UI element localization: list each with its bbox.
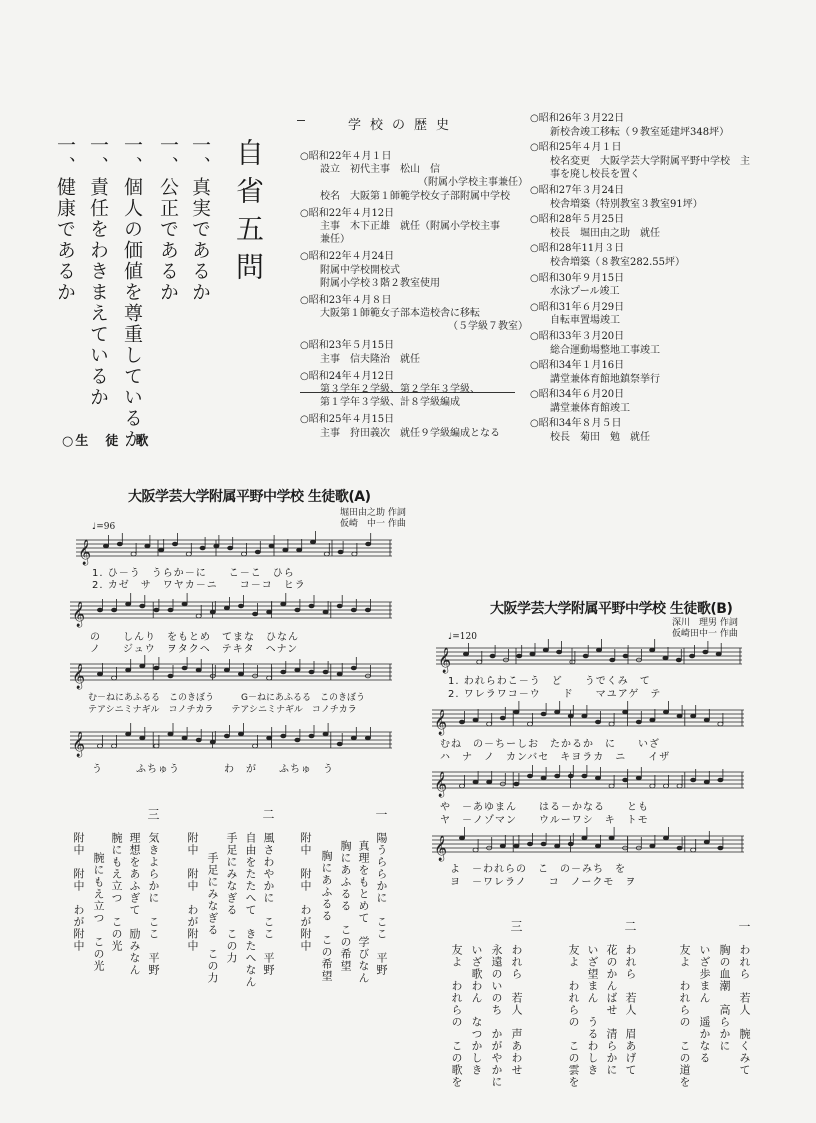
verse-line: 胸の血潮 高らかに [718,944,731,1052]
song-a-credit-lyrics: 堀田由之助 作詞 [340,508,406,518]
note-head [609,722,614,726]
note-head [210,740,215,744]
note-head [210,610,215,614]
note-head [323,670,328,674]
history-entry: ○昭和30年９月15日 水泳プール竣工 [530,272,625,298]
note-head [541,776,546,780]
note-head [168,608,173,612]
verse-line: いざ歌わん なつかしき [470,944,483,1076]
verse-line: いざ歩まん 遥かなる [698,944,711,1064]
note-head [473,780,478,784]
note-head [650,784,655,788]
history-entry: ○昭和34年６月20日 講堂兼体育館竣工 [530,389,630,414]
note-head [182,666,187,670]
note-head [718,778,723,782]
note-head [557,650,562,654]
lyric-line: ハ ナ ノ カンバセ キヨラカ ニ イザ [440,752,671,763]
note-head [463,652,468,656]
note-head [224,606,229,610]
song-b-credit-music: 仮崎田中一 作曲 [672,629,738,639]
note-head [530,652,535,656]
verse-line: 風さわやかに ここ 平野 [262,832,275,976]
note-head [676,658,681,662]
note-head [267,676,272,680]
song-b-tempo: ♩=120 [448,632,477,642]
note-head [351,736,356,740]
note-head [690,654,695,658]
note-head [677,784,682,788]
note-head [716,652,721,656]
note-head [543,648,548,652]
note-head [555,774,560,778]
motto-title: 自省五問 [232,138,265,290]
note-head [269,544,274,548]
treble-clef-icon: 𝄞 [72,664,86,689]
song-b-title: 大阪学芸大学附属平野中学校 生徒歌(B) [490,601,733,617]
verse-line: 理想をあふぎて 励みなん [128,832,141,976]
note-head [112,608,117,612]
verse-number: 二 [261,808,275,820]
note-head [473,718,478,722]
verse-line: われら 若人 腕くみて [738,944,751,1076]
note-head [459,720,464,724]
verse-line: 胸にあふるる この希望 [320,850,333,982]
lyric-line: 1. ひ－う うらか－に こ－こ ひら [92,568,295,579]
note-head [281,602,286,606]
treble-clef-icon: 𝄞 [72,602,86,627]
note-head [704,840,709,844]
verse-line: われら 若人 眉あげて [624,944,637,1076]
history-entry: ○昭和22年４月１日 設立 初代主事 松山 信 （附属小学校主事兼任） 校名 大阪第１師範学校女子部附属中学校 [300,151,528,202]
music-staff [70,588,392,632]
motto-item: 一、健康であるか [54,135,76,303]
note-head [131,552,136,556]
note-head [337,742,342,746]
history-entry: ○昭和27年３月24日 校舎増築（特別教室３教室91坪） [530,184,703,210]
note-head [112,676,117,680]
motto-item: 一、真実であるか [189,135,211,303]
note-head [459,836,464,840]
note-head [352,552,357,556]
note-head [500,716,505,720]
verse-line: 陽うららかに ここ 平野 [375,832,388,976]
music-staff [70,650,392,694]
note-head [182,736,187,740]
history-col2 [530,112,770,445]
note-head [97,608,102,612]
history-entry: ○昭和25年４月15日 主事 狩田義次 就任９学級編成となる [300,414,500,439]
verse-line: 附中 附中 わが附中 [186,832,199,952]
note-head [323,732,328,736]
note-head [281,734,286,738]
history-entry: ○昭和31年６月29日 自転車置場竣工 [530,301,625,327]
note-head [527,722,532,726]
verse-line: 胸にあふるる この希望 [339,840,352,972]
note-head [650,844,655,848]
note-head [541,842,546,846]
note-head [623,654,628,658]
verse-line: 腕にもえ立つ この光 [92,852,105,972]
note-head [623,710,628,714]
history-entry: ○昭和23年４月８日 大阪第１師範女子部本造校舎に移転 （５学級７教室） [300,294,528,333]
note-head [310,540,315,544]
note-head [582,774,587,778]
note-head [623,778,628,782]
history-entry: ○昭和23年５月15日 主事 信夫隆治 就任 [300,340,420,365]
lyric-line: む－ねにあふるる このきぼう G－ねにあふるる このきぼう [88,693,365,703]
verse-line: 花のかんばせ 清らかに [605,944,618,1076]
note-head [224,668,229,672]
song-a-tempo: ♩=96 [92,522,116,532]
song-a-title: 大阪学芸大学附属平野中学校 生徒歌(A) [128,489,371,505]
note-head [337,672,342,676]
lyric-line: ノ ジュウ ヲタクヘ テキタ ヘナン [90,644,299,655]
note-head [570,660,575,664]
history-entry: ○昭和33年３月20日 総合運動場整地工事竣工 [530,330,660,356]
note-head [555,844,560,848]
note-head [677,714,682,718]
note-head [568,774,573,778]
note-head [663,656,668,660]
note-head [691,778,696,782]
note-head [568,714,573,718]
note-head [663,784,668,788]
motto-item: 一、個人の価値を尊重しているか [121,135,143,450]
note-head [182,602,187,606]
note-head [487,780,492,784]
treble-clef-icon: 𝄞 [438,648,452,673]
lyric-line: う ふちゅう わ が ふちゅ う [92,764,334,775]
verse-number: 二 [623,920,637,932]
note-head [238,732,243,736]
note-head [295,738,300,742]
history-entry: ○昭和22年４月12日 主事 木下正雄 就任（附属小学校主事 兼任） [300,207,500,246]
note-head [704,780,709,784]
lyric-line: ヤ －ノゾマン ウルーワシ キ トモ [440,815,649,826]
verse-line: 友よ われらの この道を [678,944,691,1088]
note-head [145,544,150,548]
verse-line: 真理をもとめて 学びなん [357,840,370,984]
note-head [126,668,131,672]
note-head [650,718,655,722]
lyric-line: や －あゆまん はる－かなる とも [440,802,649,813]
note-head [650,648,655,652]
note-head [196,668,201,672]
note-head [238,604,243,608]
note-head [126,602,131,606]
history-entry: ○昭和25年４月１日 校名変更 大阪学芸大学附属平野中学校 主事を廃し校長を置く [530,142,750,181]
motto-item: 一、公正であるか [157,135,179,303]
treble-clef-icon: 𝄞 [434,772,448,797]
note-head [196,614,201,618]
note-head [691,848,696,852]
treble-clef-icon: 𝄞 [72,732,86,757]
note-head [595,776,600,780]
note-head [718,846,723,850]
note-head [281,670,286,674]
note-head [514,710,519,714]
lyric-line: よ －われらの こ の－みち を [450,864,626,875]
music-staff [432,696,744,740]
note-head [241,552,246,556]
note-head [582,714,587,718]
note-head [636,720,641,724]
note-head [154,608,159,612]
note-head [140,736,145,740]
note-head [283,548,288,552]
note-head [663,836,668,840]
song-b-credit-lyrics: 深川 理男 作詞 [672,618,738,628]
history-entry: ○昭和34年８月５日 校長 菊田 勉 就任 [530,418,650,444]
songs-heading: ○生 徒 歌 [62,434,151,449]
note-head [609,784,614,788]
note-head [490,654,495,658]
verse-number: 一 [737,920,751,932]
history-entry: ○昭和28年11月３日 校舎増築（８教室282.55坪） [530,243,685,268]
verse-line: 永遠のいのち かがやかに [490,944,503,1088]
music-staff [432,758,744,802]
note-head [338,550,343,554]
note-head [555,710,560,714]
music-staff [70,718,392,762]
note-head [172,542,177,546]
note-head [568,842,573,846]
note-head [351,608,356,612]
note-head [703,650,708,654]
note-head [704,718,709,722]
note-head [596,648,601,652]
note-head [117,542,122,546]
note-head [97,744,102,748]
note-head [365,608,370,612]
note-head [297,548,302,552]
note-head [267,610,272,614]
note-head [97,672,102,676]
verse-number: 三 [146,808,160,820]
note-head [337,604,342,608]
note-head [159,548,164,552]
note-head [514,782,519,786]
note-head [473,848,478,852]
note-head [366,542,371,546]
song-a-credit-music: 仮崎 中一 作曲 [340,519,406,529]
note-head [168,732,173,736]
lyric-line: 1. われらわこ－う ど うでくみ て [448,676,651,687]
note-head [595,720,600,724]
note-head [459,784,464,788]
verse-line: 腕にもえ立つ この光 [110,832,123,952]
note-head [487,722,492,726]
history-entry: ○昭和24年４月12日 第３学年２学級、第２学年３学級、 第１学年３学級、計８学級編成 [300,370,480,409]
note-head [500,844,505,848]
note-head [309,734,314,738]
note-head [677,846,682,850]
verse-line: 附中 附中 わが附中 [72,832,85,952]
note-head [186,552,191,556]
note-head [527,842,532,846]
verse-number: 三 [509,920,523,932]
note-head [309,604,314,608]
verse-line: 気きよらかに ここ 平野 [147,832,160,976]
note-head [200,546,205,550]
treble-clef-icon: 𝄞 [434,836,448,861]
verse-line: われら 若人 声あわせ [510,944,523,1076]
lyric-line: の しんり をもとめ てまな ひなん [90,632,299,643]
note-head [477,660,482,664]
lyric-line: 2. ワレラワコ－ウ ド マユアゲ テ [448,689,662,700]
note-head [255,550,260,554]
note-head [267,736,272,740]
note-head [154,744,159,748]
note-head [365,736,370,740]
title-rule [297,120,305,121]
note-head [238,672,243,676]
treble-clef-icon: 𝄞 [434,710,448,735]
note-head [582,836,587,840]
note-head [253,744,258,748]
note-head [636,776,641,780]
note-head [541,712,546,716]
verse-number: 一 [374,808,388,820]
note-head [514,844,519,848]
note-head [309,670,314,674]
note-head [663,710,668,714]
verse-line: 附中 附中 わが附中 [299,832,312,952]
note-head [324,552,329,556]
note-head [517,654,522,658]
note-head [323,610,328,614]
note-head [224,734,229,738]
note-head [228,546,233,550]
history-entry: ○昭和22年４月24日 附属中学校開校式 附属小学校３階２教室使用 [300,251,440,289]
lyric-line: むね の－ちーしお たかるか に いざ [440,739,660,750]
note-head [103,544,108,548]
note-head [691,714,696,718]
verse-line: 手足にみなぎる この力 [225,832,238,964]
note-head [295,608,300,612]
note-head [154,666,159,670]
history-entry: ○昭和34年１月16日 講堂兼体育館地鎮祭挙行 [530,360,660,385]
lyric-line: テアシニミナギル コノチカラ テアシニミナギル コノチカラ [88,705,357,715]
note-head [196,738,201,742]
note-head [140,664,145,668]
treble-clef-icon: 𝄞 [78,540,92,565]
verse-line: 友よ われらの この歌を [450,944,463,1088]
note-head [351,666,356,670]
verse-line: 友よ われらの この雲を [567,944,580,1088]
note-head [168,674,173,678]
verse-line: いざ望まん うるわしき [586,944,599,1076]
note-head [527,774,532,778]
note-head [583,654,588,658]
lyric-line: 2. カゼ サ ワヤカ－ニ コ－コ ヒラ [92,580,306,591]
history-entry: ○昭和28年５月25日 校長 堀田由之助 就任 [530,214,660,239]
history-col1 [300,150,528,440]
note-head [610,658,615,662]
note-head [595,844,600,848]
verse-line: 自由をたたへて きたへなん [244,832,257,988]
note-head [253,612,258,616]
note-head [126,732,131,736]
history-entry: ○昭和26年３月22日 新校舎竣工移転（９教室延建坪348坪） [530,113,730,138]
lyric-line: ヨ －ワレラノ コ ノークモ ヲ [450,877,637,888]
note-head [295,668,300,672]
note-head [140,604,145,608]
note-head [112,744,117,748]
note-head [214,544,219,548]
verse-line: 手足にみなぎる この力 [206,852,219,984]
motto-item: 一、責任をわきまえているか [87,135,109,408]
history-title: 学校の歴史 [348,118,459,133]
note-head [718,722,723,726]
note-head [609,836,614,840]
